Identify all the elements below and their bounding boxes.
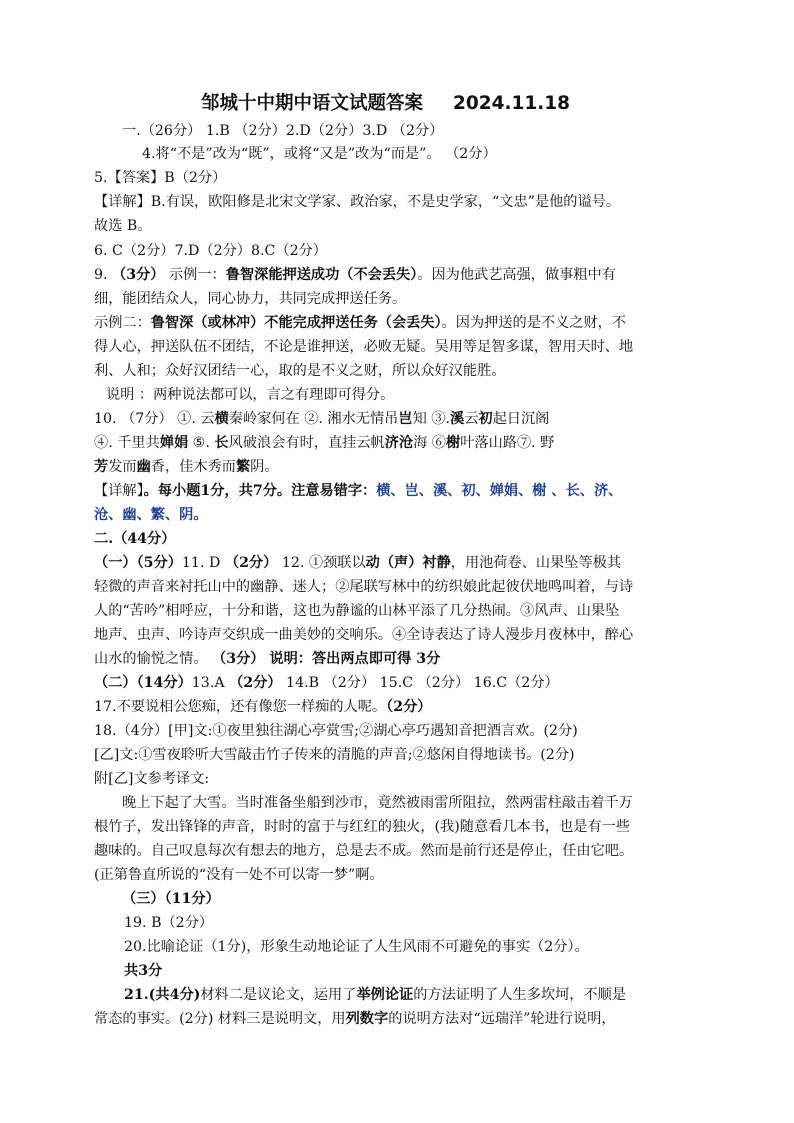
answer-text: 故选 B。	[94, 218, 152, 234]
answer-line	[94, 361, 709, 383]
answer-text: 示例二：	[94, 315, 151, 331]
answer-line	[94, 241, 709, 263]
answer-line	[94, 721, 709, 743]
answer-text: 5.【答案】B（2分）	[94, 170, 227, 186]
answer-line	[94, 937, 739, 959]
answer-text: 一.（26分） 1.B （2分）2.D（2分）3.D （2分）	[122, 123, 444, 139]
answer-text: （2分）	[229, 675, 282, 691]
answer-line	[94, 985, 739, 1007]
answer-text: 10. （7分） ①. 云	[94, 411, 215, 427]
answer-text: 14.B （2分） 15.C （2分） 16.C（2分）	[281, 675, 559, 691]
answer-text: （2分）	[386, 699, 432, 715]
answer-line	[94, 865, 709, 887]
answer-text: 列数字	[345, 1011, 389, 1027]
answer-text: 说明 ：两种说法都可以，言之有理即可得分。	[106, 387, 395, 403]
answer-text: 发而	[108, 459, 137, 475]
answer-text: 海 ⑥	[413, 435, 446, 451]
answer-line	[94, 385, 721, 407]
answer-text: （3分）	[112, 267, 165, 283]
answer-line	[94, 121, 737, 143]
answer-text: 趣味的。自己叹息每次有想去的地方，总是去不成。然而是前行还是停止，任由它吧。	[94, 843, 634, 859]
answer-text: 6. C（2分）7.D（2分）8.C（2分）	[94, 243, 327, 259]
answer-text: 晚上下起了大雪。当时准备坐船到沙市，竟然被雨雷所阻拉，然两雷柱敲击着千万	[122, 795, 633, 811]
answer-text: 材料二是议论文，运用了	[200, 987, 357, 1003]
answer-text: 香，佳木秀而	[150, 459, 236, 475]
answer-text: 19. B（2分）	[124, 915, 214, 931]
answer-text: （3分） 说明：答出两点即可得 3分	[212, 651, 441, 667]
answer-line	[94, 168, 709, 190]
answer-text: 17.不要说相公您痴，还有像您一样痴的人呢。	[94, 699, 387, 715]
answer-line	[94, 144, 757, 166]
answer-text: 沧、幽、繁、阴。	[94, 507, 208, 523]
answer-line	[94, 192, 709, 214]
answer-text: 。因为押送的是不义之财，不	[441, 315, 627, 331]
answer-line	[94, 889, 737, 911]
answer-line	[94, 913, 739, 935]
title-date: 2024.11.18	[453, 93, 571, 114]
answer-text: 共3分	[124, 963, 163, 979]
answer-text: 【详解】	[94, 483, 144, 499]
answer-text: ，用池荷卷、山果坠等极其	[450, 555, 622, 571]
answer-line	[94, 697, 709, 719]
answer-text: 济沧	[384, 435, 414, 451]
answer-line	[94, 673, 709, 695]
answer-text: 鲁智深（或林冲）不能完成押送任务（会丢失）	[150, 315, 442, 331]
answer-text: 12. ①颈联以	[277, 555, 366, 571]
answer-line	[94, 265, 709, 287]
answer-text: 。每小题1分，共7分。注意易错字：	[143, 483, 377, 499]
answer-text: 动（声）衬静	[365, 555, 451, 571]
answer-text: 13.A	[191, 675, 230, 691]
answer-text: 山水的愉悦之情。	[94, 651, 213, 667]
answer-text: 起日沉阁	[492, 411, 550, 427]
answer-text: （一）（5分）	[94, 555, 182, 571]
answer-text: 轻微的声音来衬托山中的幽静、迷人；②尾联写林中的纺织娘此起彼伏地鸣叫着，与诗	[94, 579, 634, 595]
answer-text: 细，能团结众人，同心协力，共同完成押送任务。	[94, 291, 407, 307]
page-title	[201, 92, 661, 116]
answer-text: 地声、虫声、吟诗声交织成一曲美妙的交响乐。④全诗表达了诗人漫步月夜林中，醉心	[94, 627, 634, 643]
answer-text: 21.(共4分)	[124, 987, 201, 1003]
answer-text: 11. D	[181, 555, 225, 571]
answer-text: 长	[214, 435, 229, 451]
answer-line	[94, 289, 709, 311]
answer-line	[94, 625, 709, 647]
answer-text: 阴。	[250, 459, 279, 475]
answer-line	[94, 961, 739, 983]
answer-text: 得人心，押送队伍不团结，不论是谁押送，必败无疑。吴用等足智多谋，智用天时、地	[94, 339, 634, 355]
answer-text: 根竹子，发出锋锋的声音，时时的富于与红红的独火，(我)随意看几本书，也是有一些	[94, 819, 631, 835]
answer-line	[94, 817, 709, 839]
answer-line	[94, 529, 709, 551]
answer-line	[94, 745, 709, 767]
answer-text: 横	[214, 411, 229, 427]
answer-text: 举例论证	[356, 987, 414, 1003]
answer-text: （二）（14分）	[94, 675, 192, 691]
answer-line	[94, 505, 709, 527]
answer-line	[94, 457, 709, 479]
answer-text: 溪	[449, 411, 465, 427]
answer-text: 的说明方法对“远瑞洋”轮进行说明，	[388, 1011, 616, 1027]
answer-text: 18.（4分）[甲]文:①夜里独往湖心亭赏雪;②湖心亭巧遇知音把酒言欢。(2分)	[94, 723, 578, 739]
answer-text: 叶落山路⑦. 野	[460, 435, 555, 451]
answer-line	[94, 313, 709, 335]
answer-line	[94, 769, 709, 791]
answer-line	[94, 433, 709, 455]
answer-text: 9.	[94, 267, 113, 283]
answer-text: 20.比喻论证（1分)，形象生动地论证了人生风雨不可避免的事实（2分）。	[124, 939, 589, 955]
answer-text: 知 ③.	[412, 411, 450, 427]
answer-text: 人的“苦吟”相呼应，十分和谐，这也为静谧的山林平添了几分热闹。③风声、山果坠	[94, 603, 620, 619]
answer-text: 初	[478, 411, 493, 427]
answer-text: [乙]文:①雪夜聆听大雪敲击竹子传来的清脆的声音;②悠闲自得地读书。(2分)	[94, 747, 575, 763]
answer-text: 婵娟	[159, 435, 189, 451]
title-text: 邹城十中期中语文试题答案	[201, 93, 424, 114]
answer-text: （三）（11分）	[122, 891, 220, 907]
answer-text: 的方法证明了人生多坎坷，不顺是	[413, 987, 627, 1003]
answer-text: 鲁智深能押送成功（不会丢失）	[225, 267, 418, 283]
answer-text: 附[乙]文参考译文:	[94, 771, 210, 787]
answer-text: 云	[464, 411, 479, 427]
answer-text: 4.将“不是”改为“既”，或将“又是”改为“而是”。 （2分）	[142, 146, 497, 162]
answer-line	[94, 481, 709, 503]
answer-line	[94, 601, 709, 623]
answer-text: （2分）	[224, 555, 278, 571]
answer-text: 秦岭家何在 ②. 湘水无情吊	[228, 411, 399, 427]
answer-text: 岂	[398, 411, 413, 427]
answer-text: 繁	[235, 459, 251, 475]
answer-text: 【详解】B.有误，欧阳修是北宋文学家、政治家，不是史学家，“文忠”是他的谥号。	[94, 194, 621, 210]
answer-text: 二.（44分）	[94, 531, 176, 547]
answer-line	[94, 577, 709, 599]
answer-line	[94, 649, 709, 671]
answer-text: 横、岂、溪、初、婵娟、榭 、长、济、	[376, 483, 623, 499]
answer-text: ⑤.	[188, 435, 215, 451]
answer-text: (正第鲁直所说的“没有一处不可以寄一梦”啊。	[94, 867, 384, 883]
answer-line	[94, 841, 709, 863]
answer-text: 示例一：	[164, 267, 226, 283]
answer-line	[94, 409, 709, 431]
answer-text: 榭	[445, 435, 461, 451]
answer-text: ④. 千里共	[94, 435, 160, 451]
answer-line	[94, 553, 709, 575]
answer-line	[94, 337, 709, 359]
answer-text: 。因为他武艺高强，做事粗中有	[417, 267, 616, 283]
answer-text: 风破浪会有时，直挂云帆	[228, 435, 385, 451]
answer-text: 幽	[136, 459, 151, 475]
answer-text: 芳	[94, 459, 109, 475]
answer-line	[94, 1009, 709, 1031]
answer-text: 常态的事实。(2分) 材料三是说明文，用	[94, 1011, 346, 1027]
answer-line	[94, 793, 737, 815]
answer-line	[94, 216, 709, 238]
answer-text: 利、人和；众好汉团结一心，取的是不义之财，所以众好汉能胜。	[94, 363, 506, 379]
